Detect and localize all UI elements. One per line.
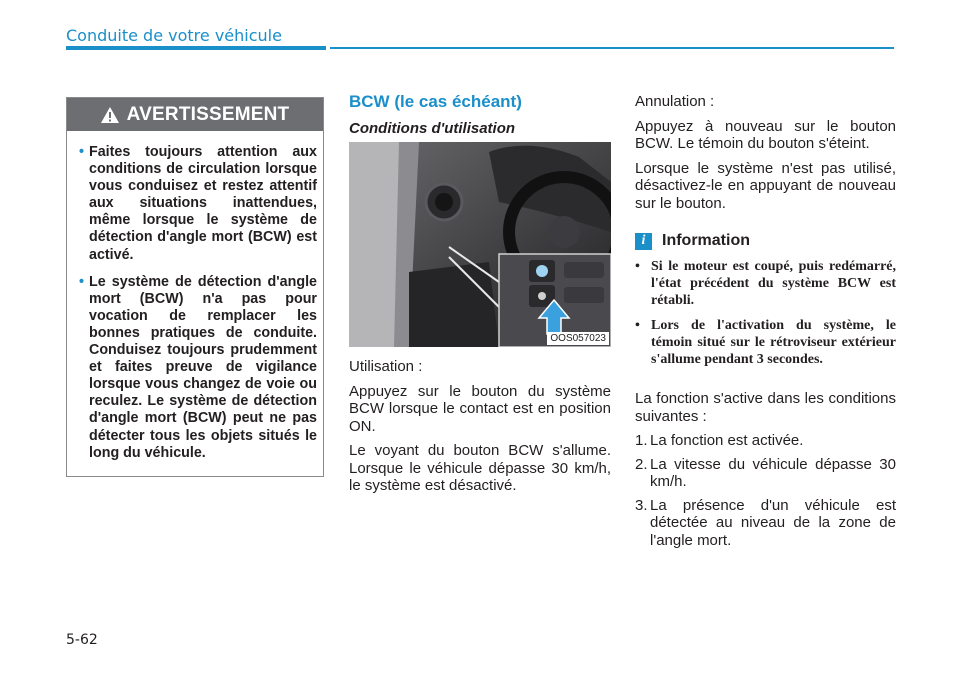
section-header-title: Conduite de votre véhicule: [66, 26, 282, 45]
warning-box: [66, 97, 324, 477]
bullet-icon: •: [635, 259, 640, 274]
bcw-subtitle: Conditions d'utilisation: [349, 120, 516, 137]
dashboard-illustration: [349, 142, 611, 347]
cancel-paragraph: Lorsque le système n'est pas utilisé, désactivez-le en appuyant de nouveau sur le bouton.: [635, 159, 896, 212]
warning-header: [67, 98, 323, 131]
bullet-icon: •: [79, 144, 85, 160]
usage-label: Utilisation :: [349, 358, 423, 375]
information-item-text: Lors de l'activation du système, le témoin situé sur le rétroviseur extérieur s'allume pendant 3 secondes.: [651, 318, 896, 367]
header-rule-thick: [66, 46, 326, 50]
activation-intro: La fonction s'active dans les conditions suivantes :: [635, 390, 896, 425]
warning-item-text: Faites toujours attention aux conditions de circulation lorsque vous conduisez et restez attentif aux situations inattendues, même lorsque le système de détection d'angle mort (BCW) est activé.: [89, 144, 317, 263]
warning-item-text: Le système de détection d'angle mort (BCW) n'a pas pour vocation de remplacer les bonnes pratiques de conduite. Conduisez toujours prudemment et faites preuve de vigilance lorsque vous changez de voie ou reculez. Le système de détection d'angle mort (BCW) peut ne pas détecter tous les objets situés le long du véhicule.: [89, 273, 317, 461]
condition-text: La présence d'un véhicule est détectée au niveau de la zone de l'angle mort.: [650, 496, 896, 549]
bcw-section-title: BCW (le cas échéant): [349, 92, 522, 111]
condition-text: La vitesse du véhicule dépasse 30 km/h.: [650, 455, 896, 490]
warning-triangle-icon: [101, 107, 119, 123]
page-number: 5-62: [66, 632, 98, 648]
information-item: [635, 258, 896, 309]
right-column: [635, 93, 896, 555]
warning-item: [79, 274, 317, 462]
information-item: [635, 317, 896, 368]
cancel-paragraph: Appuyez à nouveau sur le bouton BCW. Le témoin du bouton s'éteint.: [635, 117, 896, 152]
image-caption: OOS057023: [547, 332, 609, 345]
usage-paragraph: Le voyant du bouton BCW s'allume. Lorsque le véhicule dépasse 30 km/h, le système est désactivé.: [349, 442, 611, 494]
dashboard-photo: [349, 142, 611, 347]
warning-body: [67, 131, 323, 462]
condition-item: [635, 432, 896, 450]
warning-title: AVERTISSEMENT: [126, 103, 290, 125]
information-item-text: Si le moteur est coupé, puis redémarré, l'état précédent du système BCW est rétabli.: [651, 259, 896, 308]
warning-item: [79, 144, 317, 264]
information-title: Information: [662, 232, 750, 249]
bullet-icon: •: [635, 318, 640, 333]
info-icon: i: [635, 233, 652, 250]
condition-item: [635, 497, 896, 550]
information-header: [635, 232, 896, 250]
usage-paragraph: Appuyez sur le bouton du système BCW lorsque le contact est en position ON.: [349, 382, 611, 435]
condition-number: 3.: [635, 496, 648, 514]
condition-number: 2.: [635, 455, 648, 473]
bullet-icon: •: [79, 273, 85, 290]
header-rule-thin: [330, 47, 894, 49]
cancel-label: Annulation :: [635, 93, 715, 110]
condition-number: 1.: [635, 432, 648, 449]
condition-item: [635, 456, 896, 491]
condition-text: La fonction est activée.: [650, 432, 804, 449]
usage-text: [349, 358, 611, 502]
